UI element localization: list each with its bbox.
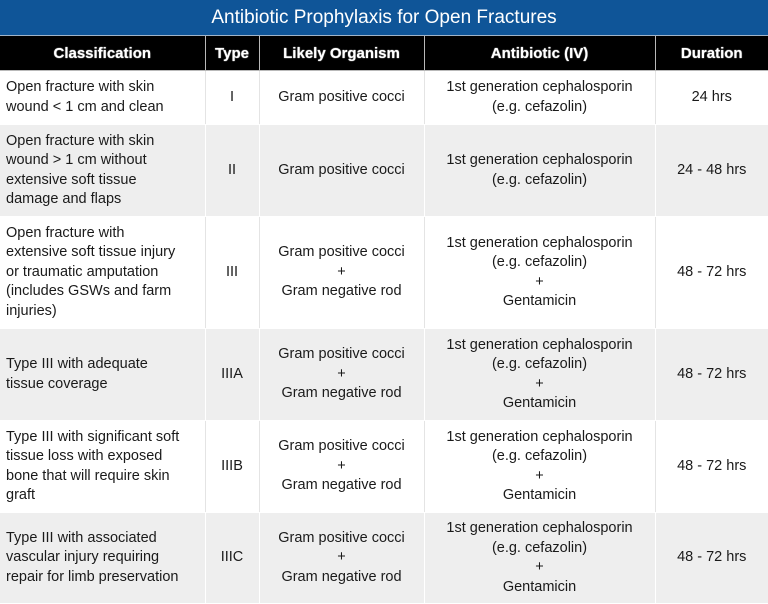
antibiotic-cell — [424, 125, 655, 217]
header-row — [0, 36, 768, 71]
organism-line: Gram positive cocci — [278, 438, 405, 455]
table-row — [0, 329, 768, 421]
antibiotic-cell — [424, 217, 655, 329]
antibiotic-plus: + — [535, 273, 544, 290]
antibiotic-line: 1st generation cephalosporin — [446, 520, 633, 536]
organism-plus: + — [337, 365, 346, 382]
antibiotic-line: 1st generation cephalosporin — [446, 152, 633, 168]
organism-cell — [259, 421, 424, 513]
antibiotic-line: (e.g. cefazolin) — [491, 98, 588, 115]
antibiotic-line: Gentamicin — [502, 578, 577, 595]
antibiotic-plus: + — [535, 467, 544, 484]
antibiotic-line: (e.g. cefazolin) — [491, 539, 588, 556]
header-likely-organism: Likely Organism — [259, 36, 424, 71]
antibiotic-cell — [424, 421, 655, 513]
antibiotic-line: (e.g. cefazolin) — [491, 254, 588, 270]
antibiotic-cell — [424, 71, 655, 125]
header-duration: Duration — [655, 36, 768, 71]
organism-line: Gram negative rod — [281, 283, 402, 300]
antibiotic-line: Gentamicin — [502, 395, 577, 411]
antibiotic-plus: + — [535, 559, 544, 575]
antibiotic-cell — [424, 329, 655, 421]
classification-text: Open fracture with skin wound < 1 cm and clean — [6, 79, 164, 115]
organism-cell — [259, 71, 424, 125]
duration-cell: 48 - 72 hrs — [655, 217, 768, 329]
organism-line: Gram positive cocci — [278, 529, 405, 546]
classification-cell — [0, 125, 205, 217]
antibiotic-line: 1st generation cephalosporin — [446, 336, 633, 353]
organism-cell — [259, 513, 424, 604]
classification-cell — [0, 329, 205, 421]
organism-line: Gram negative rod — [281, 568, 402, 585]
organism-plus: + — [337, 549, 346, 566]
type-cell: II — [205, 125, 259, 217]
antibiotic-line: 1st generation cephalosporin — [446, 428, 633, 445]
organism-line: Gram negative rod — [281, 385, 402, 402]
classification-text: Type III with significant soft tissue loss with exposed bone that will require skin graft — [6, 428, 180, 503]
classification-text: Type III with associated vascular injury requiring repair for limb preservation — [6, 529, 179, 585]
duration-cell: 48 - 72 hrs — [655, 421, 768, 513]
organism-line: Gram positive cocci — [278, 346, 405, 363]
antibiotic-cell — [424, 513, 655, 604]
antibiotic-line: (e.g. cefazolin) — [491, 356, 588, 372]
duration-cell: 24 hrs — [655, 71, 768, 125]
classification-cell — [0, 71, 205, 125]
duration-cell: 48 - 72 hrs — [655, 513, 768, 604]
classification-cell — [0, 513, 205, 604]
antibiotic-line: Gentamicin — [502, 487, 577, 503]
table-row — [0, 513, 768, 604]
type-cell: IIIB — [205, 421, 259, 513]
organism-cell — [259, 329, 424, 421]
classification-cell — [0, 217, 205, 329]
antibiotic-prophylaxis-table — [0, 36, 768, 604]
type-cell: IIIA — [205, 329, 259, 421]
antibiotic-line: (e.g. cefazolin) — [491, 171, 588, 188]
classification-cell — [0, 421, 205, 513]
header-antibiotic: Antibiotic (IV) — [424, 36, 655, 71]
duration-cell: 24 - 48 hrs — [655, 125, 768, 217]
table-title: Antibiotic Prophylaxis for Open Fractures — [0, 0, 768, 36]
header-classification: Classification — [0, 36, 205, 71]
classification-text: Type III with adequate tissue coverage — [6, 356, 148, 392]
organism-line: Gram negative rod — [281, 477, 402, 494]
table-row — [0, 125, 768, 217]
antibiotic-line: 1st generation cephalosporin — [446, 79, 633, 95]
organism-cell — [259, 217, 424, 329]
header-type: Type — [205, 36, 259, 71]
classification-text: Open fracture with skin wound > 1 cm without extensive soft tissue damage and flaps — [6, 132, 155, 207]
type-cell: III — [205, 217, 259, 329]
organism-plus: + — [337, 457, 346, 474]
organism-plus: + — [337, 263, 346, 280]
type-cell: I — [205, 71, 259, 125]
antibiotic-line: 1st generation cephalosporin — [446, 234, 633, 251]
type-cell: IIIC — [205, 513, 259, 604]
antibiotic-plus: + — [535, 375, 544, 392]
organism-cell — [259, 125, 424, 217]
table-row — [0, 71, 768, 125]
organism-line: Gram positive cocci — [278, 161, 405, 178]
organism-line: Gram positive cocci — [278, 88, 405, 105]
antibiotic-line: Gentamicin — [502, 293, 577, 309]
table-row — [0, 217, 768, 329]
antibiotic-line: (e.g. cefazolin) — [491, 448, 588, 464]
organism-line: Gram positive cocci — [278, 244, 405, 261]
table-row — [0, 421, 768, 513]
classification-text: Open fracture with extensive soft tissue injury or traumatic amputation (includes GSWs and farm injuries) — [6, 224, 176, 319]
duration-cell: 48 - 72 hrs — [655, 329, 768, 421]
